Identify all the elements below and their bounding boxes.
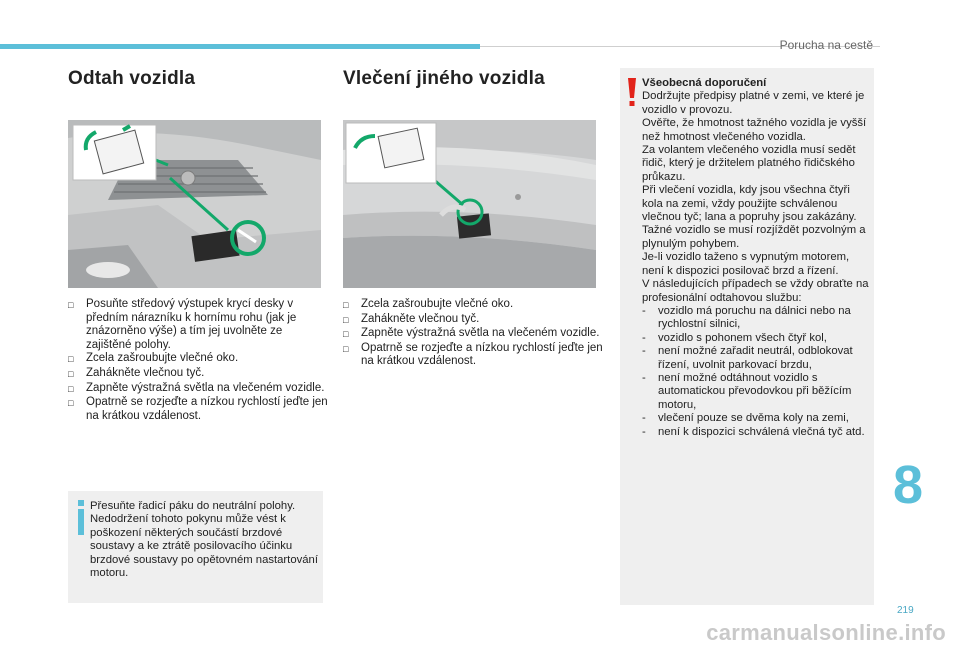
left-instructions <box>68 298 328 423</box>
bullet-square-icon: □ <box>68 383 74 394</box>
dash-bullet: - <box>642 345 646 358</box>
dash-bullet: - <box>642 412 646 425</box>
dash-bullet: - <box>642 304 646 317</box>
list-item-text: Posuňte středový výstupek krycí desky v předním nárazníku k hornímu rohu (jak je znázorněno výše) a tím jej uvolněte ze zajištěné polohy. <box>86 298 297 351</box>
list-item-text: vozidlo s pohonem všech čtyř kol, <box>658 331 827 344</box>
list-item-text: vlečení pouze se dvěma koly na zemi, <box>658 412 849 425</box>
section-title: Porucha na cestě <box>779 38 873 52</box>
middle-instructions <box>343 298 603 369</box>
list-item <box>642 345 870 372</box>
left-heading: Odtah vozidla <box>68 68 196 89</box>
dash-bullet: - <box>642 371 646 384</box>
list-item-text: Zahákněte vlečnou tyč. <box>86 366 205 379</box>
dash-bullet: - <box>642 331 646 344</box>
bullet-square-icon: □ <box>68 354 74 365</box>
list-item-text: Zapněte výstražná světla na vlečeném vozidle. <box>361 327 600 340</box>
warning-paragraph: Ověřte, že hmotnost tažného vozidla je vyšší než hmotnost vlečeného vozidla. <box>642 117 867 143</box>
warning-paragraph: Je-li vozidlo taženo s vypnutým motorem, není k dispozici posilovač brzd a řízení. <box>642 251 850 277</box>
rear-bumper-drawing <box>343 120 596 288</box>
warning-title: Všeobecná doporučení <box>642 77 767 89</box>
list-item-text: Zcela zašroubujte vlečné oko. <box>86 352 239 365</box>
list-item-text: není možné zařadit neutrál, odblokovat řízení, uvolnit parkovací brzdu, <box>658 345 853 371</box>
warning-paragraph: Při vlečení vozidla, kdy jsou všechna čtyři kola na zemi, vždy použijte schválenou vlečnou tyč; lana a popruhy jsou zakázány. <box>642 184 857 224</box>
list-item <box>68 298 328 352</box>
list-item-text: není k dispozici schválená vlečná tyč atd. <box>658 425 865 438</box>
bullet-square-icon: □ <box>343 300 349 310</box>
bullet-square-icon: □ <box>68 300 74 310</box>
front-bumper-drawing <box>68 120 321 288</box>
list-item-text: Zapněte výstražná světla na vlečeném vozidle. <box>86 381 325 394</box>
info-icon <box>74 500 88 540</box>
watermark: carmanualsonline.info <box>706 620 946 645</box>
warning-paragraph: Dodržujte předpisy platné v zemi, ve které je vozidlo v provozu. <box>642 90 865 116</box>
list-item <box>642 426 870 439</box>
bullet-square-icon: □ <box>68 368 74 379</box>
bullet-square-icon: □ <box>68 398 74 409</box>
dash-bullet: - <box>642 425 646 438</box>
exclamation-icon <box>627 78 637 108</box>
list-item-text: Zcela zašroubujte vlečné oko. <box>361 298 514 310</box>
bullet-square-icon: □ <box>343 329 349 340</box>
list-item-text: Zahákněte vlečnou tyč. <box>361 312 480 325</box>
list-item <box>642 372 870 412</box>
chapter-number: 8 <box>893 455 924 515</box>
list-item <box>642 305 870 332</box>
list-item <box>68 396 328 423</box>
middle-heading: Vlečení jiného vozidla <box>343 68 545 89</box>
bullet-square-icon: □ <box>343 343 349 354</box>
list-item-text: Opatrně se rozjeďte a nízkou rychlostí jeďte jen na krátkou vzdálenost. <box>86 396 328 422</box>
info-note-text: Přesuňte řadicí páku do neutrální polohy. Nedodržení tohoto pokynu může vést k poškození některých součástí brzdové soustavy a ke ztrátě posilovacího účinku brzdové soustavy po opětovném nastartování motoru. <box>90 500 318 580</box>
list-item <box>343 313 603 328</box>
list-item <box>343 342 603 369</box>
list-item-text: není možné odtáhnout vozidlo s automatickou převodovkou při běžícím motoru, <box>658 371 852 411</box>
warning-note <box>620 68 874 605</box>
page-number: 219 <box>897 605 914 616</box>
warning-paragraph: Tažné vozidlo se musí rozjíždět pozvolným a plynulým pohybem. <box>642 224 866 250</box>
list-item <box>68 382 328 397</box>
list-item <box>642 332 870 345</box>
rear-bumper-illustration <box>343 120 596 288</box>
info-note <box>68 491 323 603</box>
warning-paragraph: V následujících případech se vždy obraťte na profesionální odtahovou službu: <box>642 278 869 304</box>
front-bumper-illustration <box>68 120 321 288</box>
header-accent-bar <box>0 44 480 49</box>
bullet-square-icon: □ <box>343 314 349 325</box>
list-item <box>68 352 328 367</box>
list-item <box>343 298 603 313</box>
list-item <box>642 412 870 425</box>
list-item-text: Opatrně se rozjeďte a nízkou rychlostí jeďte jen na krátkou vzdálenost. <box>361 341 603 368</box>
warning-paragraph: Za volantem vlečeného vozidla musí sedět řidič, který je držitelem platného řidičského průkazu. <box>642 144 856 183</box>
warning-body <box>642 77 870 439</box>
list-item <box>68 367 328 382</box>
list-item-text: vozidlo má poruchu na dálnici nebo na rychlostní silnici, <box>658 304 851 331</box>
list-item <box>343 327 603 342</box>
